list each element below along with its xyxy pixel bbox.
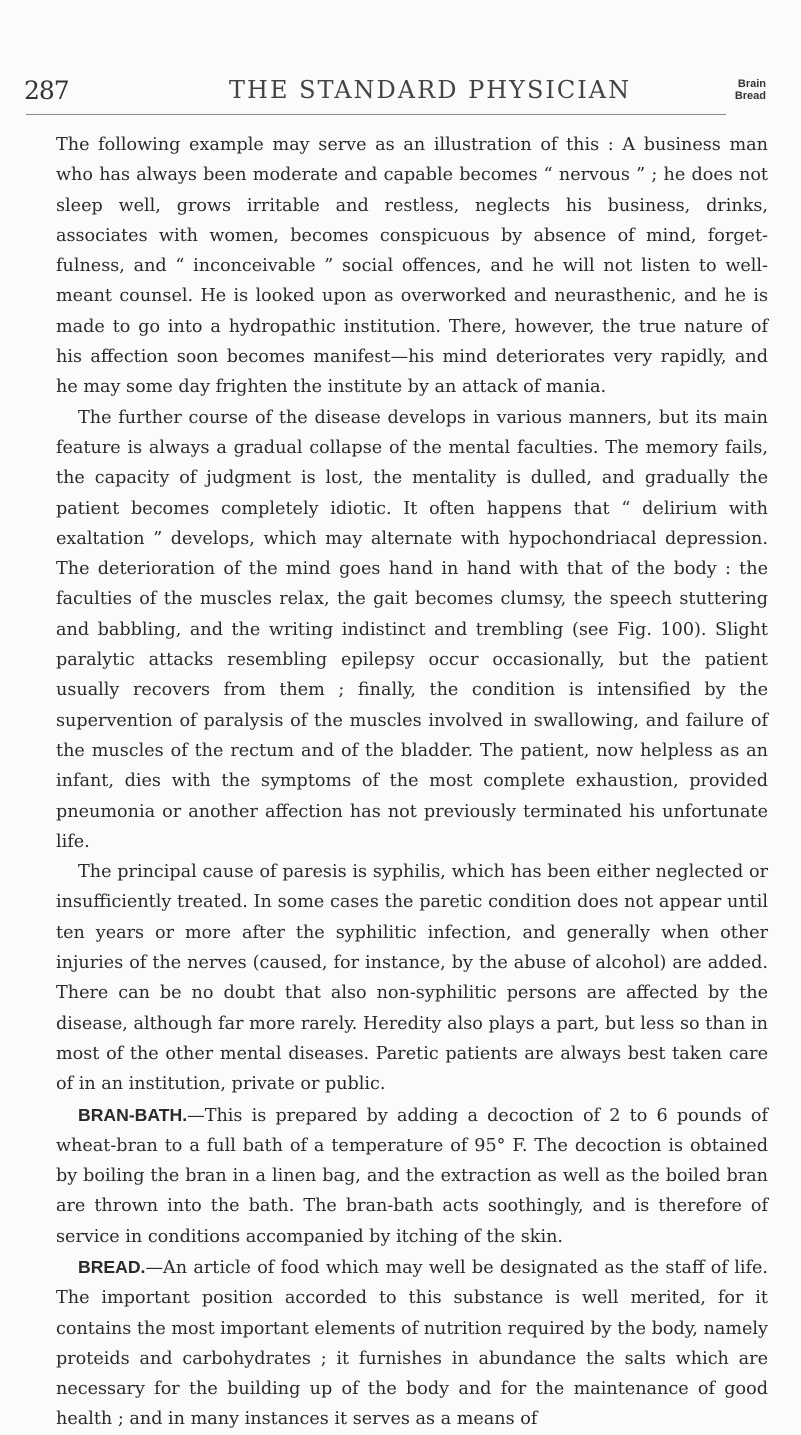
- entry-bread: [56, 1252, 768, 1435]
- entry-heading: BRAN-BATH.: [78, 1104, 188, 1125]
- paragraph: The principal cause of paresis is syphilis, which has been either neglected or insufficiently treated. In some cases the paretic condition does not appear until ten years or more after the syphilitic infection, and generally when other injuries of the nerves (caused, for instance, by the abuse of alcohol) are added. There can be no doubt that also non-syphilitic persons are affected by the disease, although far more rarely. Heredity also plays a part, but less so than in most of the other mental diseases. Paretic patients are always best taken care of in an institution, private or public.: [56, 862, 768, 1095]
- guide-words: [735, 78, 766, 102]
- body-text: [56, 130, 768, 1435]
- entry-text: —This is prepared by adding a decoction of 2 to 6 pounds of wheat-bran to a full bath of a temperature of 95° F. The decoction is obtained by boiling the bran in a linen bag, and the extraction as well as the boiled bran are thrown into the bath. The bran-bath acts soothingly, and is therefore of service in conditions accompanied by itching of the skin.: [56, 1105, 768, 1247]
- entry-bran-bath: [56, 1100, 768, 1252]
- guide-word-last: Bread: [734, 90, 766, 102]
- guide-word-first: Brain: [737, 78, 766, 90]
- paragraph: The following example may serve as an illustration of this : A business man who has always been moderate and capable becomes “ nervous ” ; he does not sleep well, grows irritable and restless, neglects his business, drinks, associates with women, becomes conspicuous by absence of mind, forgetfulness, and “ inconceivable ” social offences, and he will not listen to well-meant counsel. He is looked upon as overworked and neurasthenic, and he is made to go into a hydropathic institution. There, however, the true nature of his affection soon becomes manifest—his mind deteriorates very rapidly, and he may some day frighten the institute by an attack of mania.: [56, 135, 768, 398]
- running-title: THE STANDARD PHYSICIAN: [229, 76, 632, 104]
- page-header: [24, 76, 774, 120]
- header-rule: [26, 114, 726, 115]
- entry-heading: BREAD.: [78, 1256, 146, 1277]
- page-number: 287: [24, 76, 69, 105]
- paragraph: The further course of the disease develops in various manners, but its main feature is always a gradual collapse of the mental faculties. The memory fails, the capacity of judgment is lost, the mentality is dulled, and gradually the patient becomes completely idiotic. It often happens that “ delirium with exaltation ” develops, which may alternate with hypochondriacal depression. The deterioration of the mind goes hand in hand with that of the body : the faculties of the muscles relax, the gait becomes clumsy, the speech stuttering and babbling, and the writing indistinct and trembling (see Fig. 100). Slight paralytic attacks resembling epilepsy occur occasionally, but the patient usually recovers from them ; finally, the condition is intensified by the supervention of paralysis of the muscles involved in swallowing, and failure of the muscles of the rectum and of the bladder. The patient, now helpless as an infant, dies with the symptoms of the most complete exhaustion, provided pneumonia or another affection has not previously terminated his unfortunate life.: [56, 407, 768, 852]
- entry-text: —An article of food which may well be designated as the staff of life. The important position accorded to this substance is well merited, for it contains the most important elements of nutrition required by the body, namely proteids and carbohydrates ; it furnishes in abundance the salts which are necessary for the building up of the body and for the maintenance of good health ; and in many instances it serves as a means of: [56, 1257, 768, 1430]
